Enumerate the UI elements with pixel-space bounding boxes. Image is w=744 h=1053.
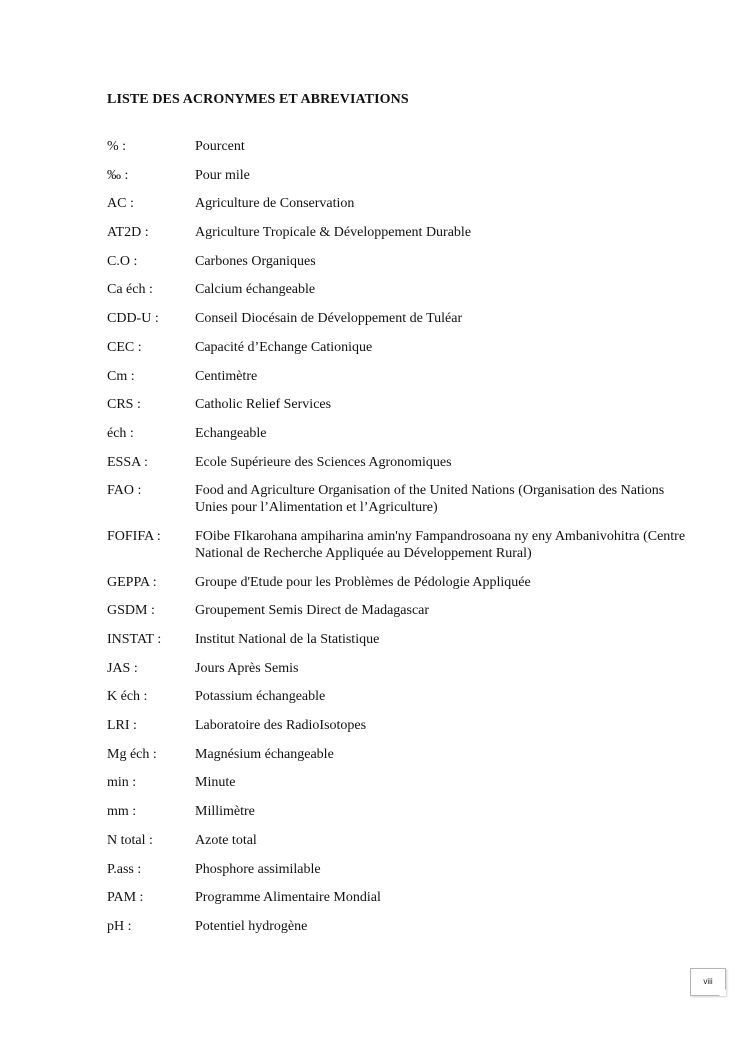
page-number-box bbox=[690, 968, 726, 996]
acronym-row bbox=[107, 889, 697, 906]
acronym-term: GSDM : bbox=[107, 603, 155, 619]
acronym-row bbox=[107, 368, 697, 385]
acronym-definition: Institut National de la Statistique bbox=[195, 632, 380, 647]
acronym-term: N total : bbox=[107, 832, 153, 848]
acronym-term: CDD-U : bbox=[107, 311, 159, 327]
acronym-row bbox=[107, 774, 697, 791]
acronym-term: Mg éch : bbox=[107, 746, 157, 762]
acronym-row bbox=[107, 717, 697, 734]
acronym-term: pH : bbox=[107, 918, 132, 934]
acronym-term: LRI : bbox=[107, 718, 137, 734]
acronym-row bbox=[107, 224, 697, 241]
acronym-term: Ca éch : bbox=[107, 282, 153, 298]
acronym-definition: Potentiel hydrogène bbox=[195, 918, 308, 934]
acronym-term: AT2D : bbox=[107, 225, 149, 241]
acronym-term: Cm : bbox=[107, 368, 135, 384]
acronym-row bbox=[107, 195, 697, 212]
acronym-definition: FOibe FIkarohana ampiharina amin'ny Fampandrosoana ny eny Ambanivohitra (Centre National de Recherche Appliquée au Développement Rural) bbox=[195, 528, 686, 561]
acronym-term: min : bbox=[107, 775, 137, 791]
acronym-definition: Groupement Semis Direct de Madagascar bbox=[195, 603, 430, 619]
acronym-term: INSTAT : bbox=[107, 632, 162, 647]
acronym-definition: Catholic Relief Services bbox=[195, 397, 332, 413]
acronym-term: GEPPA : bbox=[107, 574, 157, 590]
acronym-definition: Programme Alimentaire Mondial bbox=[195, 890, 381, 906]
acronym-definition: Minute bbox=[195, 775, 236, 791]
acronym-definition: Agriculture Tropicale & Développement Durable bbox=[195, 225, 472, 241]
acronym-row bbox=[107, 253, 697, 270]
page-title: LISTE DES ACRONYMES ET ABREVIATIONS bbox=[107, 92, 409, 107]
acronym-definition: Phosphore assimilable bbox=[195, 861, 321, 877]
acronym-definition: Pour mile bbox=[195, 167, 250, 183]
acronym-definition: Potassium échangeable bbox=[195, 689, 326, 705]
acronym-term: K éch : bbox=[107, 689, 148, 705]
acronym-definition: Azote total bbox=[195, 832, 257, 848]
acronym-definition: Agriculture de Conservation bbox=[195, 196, 355, 212]
acronym-term: FAO : bbox=[107, 483, 142, 499]
acronym-row bbox=[107, 832, 697, 849]
acronym-definition: Laboratoire des RadioIsotopes bbox=[195, 718, 367, 734]
acronym-row bbox=[107, 281, 697, 298]
acronym-term: ESSA : bbox=[107, 454, 148, 470]
acronym-definition: Capacité d’Echange Cationique bbox=[195, 339, 373, 355]
acronym-row bbox=[107, 574, 697, 591]
acronym-term: % : bbox=[107, 139, 127, 154]
acronym-term: P.ass : bbox=[107, 861, 142, 877]
acronym-definition: Echangeable bbox=[195, 425, 267, 441]
acronym-term: éch : bbox=[107, 425, 134, 441]
acronym-definition: Magnésium échangeable bbox=[195, 746, 334, 762]
acronym-row bbox=[107, 746, 697, 763]
acronym-term: CEC : bbox=[107, 339, 142, 355]
page-number: viii bbox=[703, 977, 713, 986]
acronym-row bbox=[107, 803, 697, 820]
acronym-row bbox=[107, 310, 697, 327]
acronym-row bbox=[107, 602, 697, 619]
acronym-row bbox=[107, 339, 697, 356]
acronym-definition: Calcium échangeable bbox=[195, 282, 316, 298]
acronym-term: PAM : bbox=[107, 890, 144, 906]
acronym-definition: Millimètre bbox=[195, 804, 255, 820]
acronym-term: AC : bbox=[107, 196, 134, 212]
acronym-list bbox=[107, 138, 697, 947]
acronym-definition: Pourcent bbox=[195, 139, 245, 154]
acronym-definition: Ecole Supérieure des Sciences Agronomiques bbox=[195, 454, 452, 470]
acronym-row bbox=[107, 482, 697, 516]
acronym-term: FOFIFA : bbox=[107, 528, 161, 544]
acronym-row bbox=[107, 138, 697, 155]
acronym-term: C.O : bbox=[107, 253, 138, 269]
acronym-row bbox=[107, 861, 697, 878]
acronym-definition: Groupe d'Etude pour les Problèmes de Pédologie Appliquée bbox=[195, 574, 531, 590]
acronym-term: mm : bbox=[107, 804, 137, 820]
acronym-definition: Jours Après Semis bbox=[195, 660, 299, 676]
acronym-row bbox=[107, 660, 697, 677]
acronym-row bbox=[107, 688, 697, 705]
acronym-term: JAS : bbox=[107, 660, 138, 676]
acronym-row bbox=[107, 528, 697, 562]
acronym-definition: Food and Agriculture Organisation of the United Nations (Organisation des Nations Unies pour l’Alimentation et l’Agriculture) bbox=[195, 483, 665, 516]
acronym-row bbox=[107, 454, 697, 471]
acronym-row bbox=[107, 167, 697, 184]
acronym-row bbox=[107, 631, 697, 648]
acronym-definition: Conseil Diocésain de Développement de Tuléar bbox=[195, 311, 463, 327]
acronym-row bbox=[107, 396, 697, 413]
acronym-row bbox=[107, 918, 697, 935]
acronym-definition: Centimètre bbox=[195, 368, 258, 384]
acronym-row bbox=[107, 425, 697, 442]
acronym-term: CRS : bbox=[107, 397, 141, 413]
acronym-term: ‰ : bbox=[107, 167, 129, 183]
acronym-definition: Carbones Organiques bbox=[195, 253, 316, 269]
